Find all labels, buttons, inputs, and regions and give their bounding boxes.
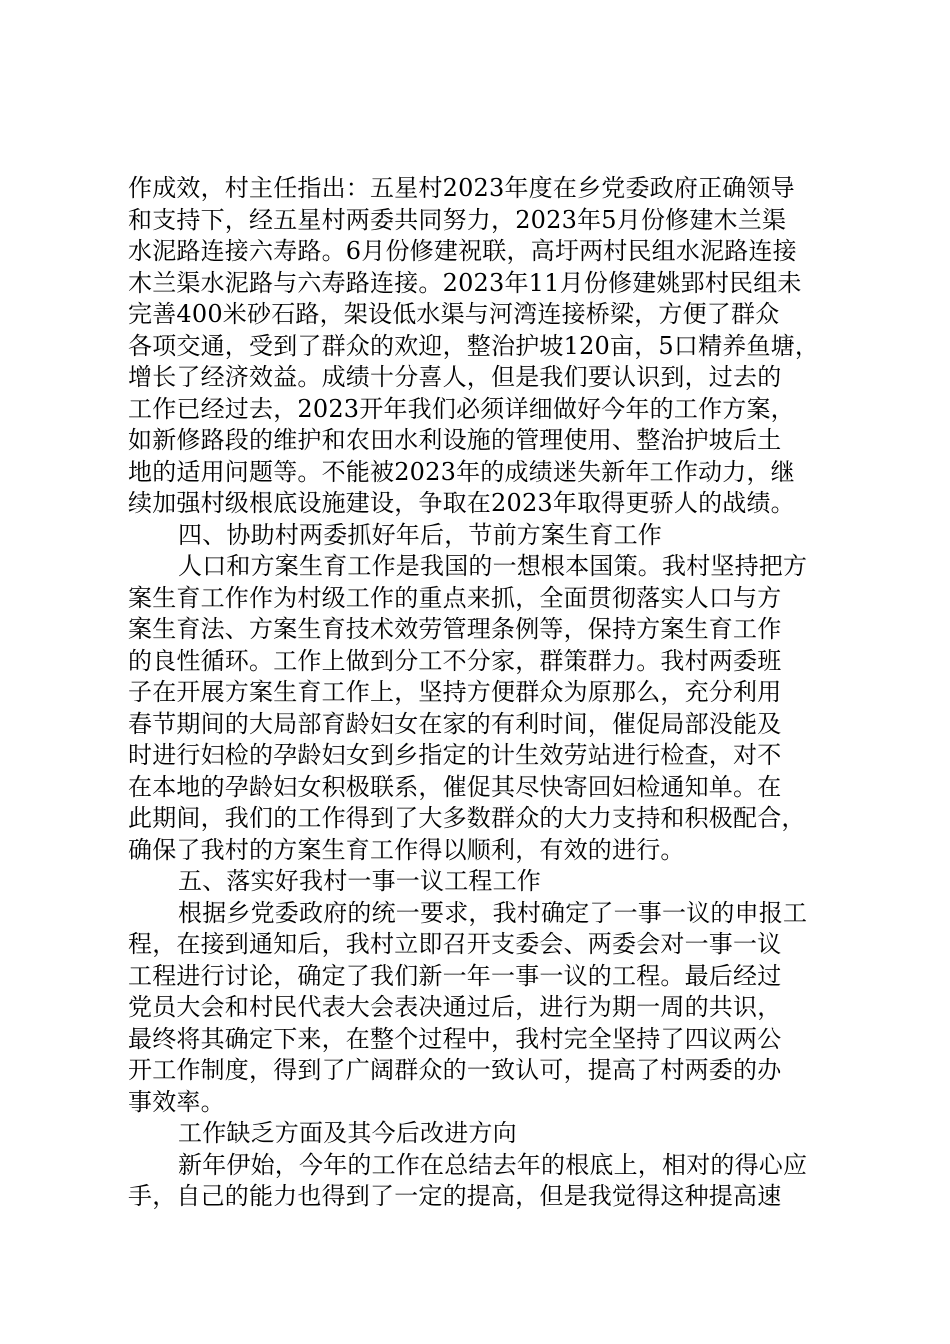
text-line: 事效率。 [128,1087,225,1116]
text-line: 如新修路段的维护和农田水利设施的管理使用、整治护坡后土 [128,426,782,454]
text-line: 的良性循环。工作上做到分工不分家，群策群力。我村两委班 [128,646,782,675]
text-line: 时进行妇检的孕龄妇女到乡指定的计生效劳站进行检查，对不 [128,741,782,769]
paragraph-first-line: 根据乡党委政府的统一要求，我村确定了一事一议的申报工 [178,898,808,927]
text-line: 续加强村级根底设施建设，争取在2023年取得更骄人的战绩。 [128,489,795,517]
text-line: 子在开展方案生育工作上，坚持方便群众为原那么，充分利用 [128,678,782,706]
text-line: 各项交通，受到了群众的欢迎，整治护坡120亩，5口精养鱼塘， [128,331,820,360]
paragraph-first-line: 新年伊始，今年的工作在总结去年的根底上，相对的得心应 [178,1150,808,1179]
text-line: 增长了经济效益。成绩十分喜人，但是我们要认识到，过去的 [128,363,782,391]
text-line: 作成效，村主任指出：五星村2023年度在乡党委政府正确领导 [128,174,795,202]
text-line: 春节期间的大局部育龄妇女在家的有利时间，催促局部没能及 [128,709,782,738]
text-line: 工程进行讨论，确定了我们新一年一事一议的工程。最后经过 [128,961,782,990]
text-line: 党员大会和村民代表大会表决通过后，进行为期一周的共识， [128,993,782,1021]
text-line: 案生育法、方案生育技术效劳管理条例等，保持方案生育工作 [128,615,782,643]
text-line: 开工作制度，得到了广阔群众的一致认可，提高了村两委的办 [128,1056,782,1084]
text-line: 手，自己的能力也得到了一定的提高，但是我觉得这种提高速 [128,1182,782,1210]
text-line: 完善400米砂石路，架设低水渠与河湾连接桥梁，方便了群众 [128,300,780,328]
text-line: 最终将其确定下来，在整个过程中，我村完全坚持了四议两公 [128,1024,782,1053]
text-line: 此期间，我们的工作得到了大多数群众的大力支持和积极配合， [128,804,806,832]
text-line: 工作已经过去，2023开年我们必须详细做好今年的工作方案， [128,394,795,423]
paragraph-first-line: 人口和方案生育工作是我国的一想根本国策。我村坚持把方 [178,552,808,580]
paragraph-first-line: 四、协助村两委抓好年后，节前方案生育工作 [178,520,662,549]
text-line: 在本地的孕龄妇女积极联系，催促其尽快寄回妇检通知单。在 [128,772,782,801]
text-line: 程，在接到通知后，我村立即召开支委会、两委会对一事一议 [128,930,782,958]
text-line: 地的适用问题等。不能被2023年的成绩迷失新年工作动力，继 [128,457,795,486]
text-line: 水泥路连接六寿路。6月份修建祝联，高圩两村民组水泥路连接 [128,237,797,265]
paragraph-first-line: 五、落实好我村一事一议工程工作 [178,867,541,895]
text-line: 木兰渠水泥路与六寿路连接。2023年11月份修建姚郢村民组未 [128,268,802,297]
document-body [128,173,828,1213]
text-line: 确保了我村的方案生育工作得以顺利，有效的进行。 [128,835,685,864]
text-line: 和支持下，经五星村两委共同努力，2023年5月份修建木兰渠 [128,205,787,234]
paragraph-first-line: 工作缺乏方面及其今后改进方向 [178,1119,517,1147]
text-line: 案生育工作作为村级工作的重点来抓，全面贯彻落实人口与方 [128,583,782,612]
